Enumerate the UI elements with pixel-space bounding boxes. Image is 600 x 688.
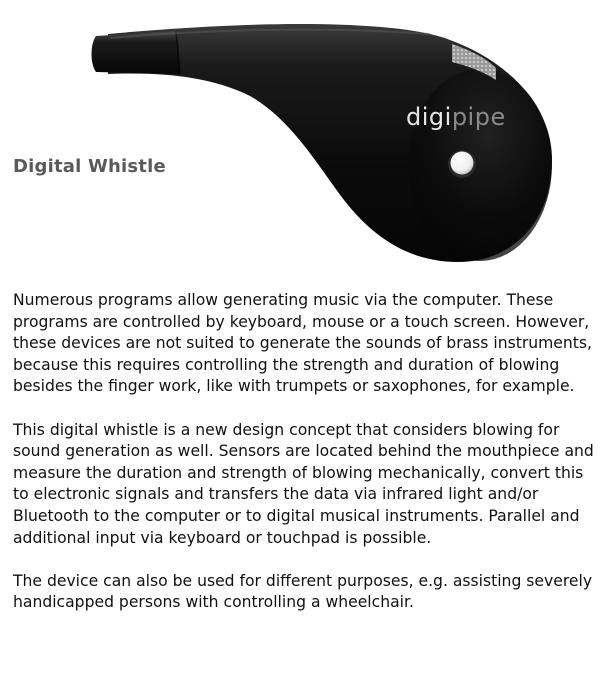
digipipe-whistle-image xyxy=(0,0,600,280)
description xyxy=(13,290,597,614)
description-paragraph: This digital whistle is a new design concept that considers blowing for sound generation as well. Sensors are located behind the mouthpiece and measure the duration and strength of blowing mechanically, convert this to electronic signals and transfers the data via infrared light and/or Bluetooth to the computer or to digital musical instruments. Parallel and additional input via keyboard or touchpad is possible. xyxy=(13,420,594,547)
page-title: Digital Whistle xyxy=(13,156,166,177)
description-paragraph: Numerous programs allow generating music via the computer. These programs are controlled by keyboard, mouse or a touch screen. However, these devices are not suited to generate the sounds of brass instruments, because this requires controlling the strength and duration of blowing besides the finger work, like with trumpets or saxophones, for example. xyxy=(13,291,592,396)
description-paragraph: The device can also be used for different purposes, e.g. assisting severely handicapped persons with controlling a wheelchair. xyxy=(13,571,593,612)
brand-logo: digipipe xyxy=(406,103,506,131)
action-button xyxy=(448,150,476,178)
